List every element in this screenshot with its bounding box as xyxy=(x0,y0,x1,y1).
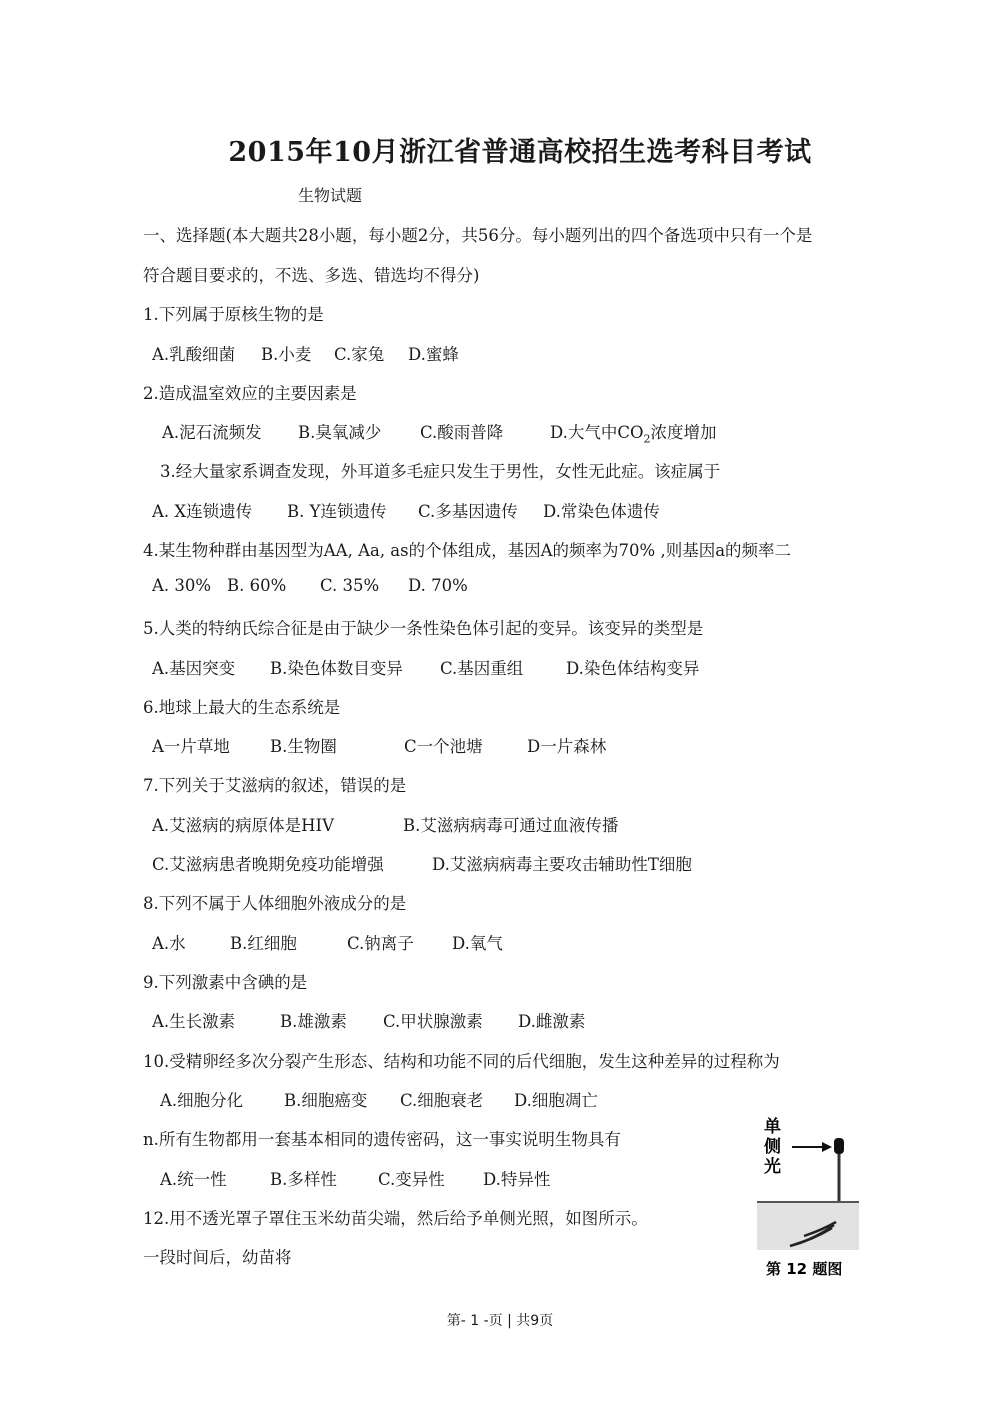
q12-figure xyxy=(752,1112,862,1282)
q3-option-a: A. X连锁遗传 xyxy=(152,502,253,521)
q7-option-b: B.艾滋病病毒可通过血液传播 xyxy=(403,816,619,835)
q9-stem: 9.下列激素中含碘的是 xyxy=(143,973,308,992)
q10-option-d: D.细胞凋亡 xyxy=(514,1091,598,1110)
q3-option-c: C.多基因遗传 xyxy=(418,502,518,521)
q6-option-a: A一片草地 xyxy=(152,737,230,756)
q9-option-d: D.雌激素 xyxy=(518,1012,586,1031)
figure-label-char-3: 光 xyxy=(764,1157,781,1177)
section-instructions-line2: 符合题目要求的，不选、多选、错选均不得分) xyxy=(143,266,480,285)
q5-option-d: D.染色体结构变异 xyxy=(566,659,700,678)
q12-stem: 12.用不透光罩子罩住玉米幼苗尖端，然后给予单侧光照，如图所示。 xyxy=(143,1209,648,1228)
q4-option-b: B. 60% xyxy=(227,576,287,595)
q4-option-c: C. 35% xyxy=(320,576,380,595)
q11-option-b: B.多样性 xyxy=(270,1170,337,1189)
q6-option-b: B.生物圈 xyxy=(270,737,337,756)
q1-option-d: D.蜜蜂 xyxy=(408,345,459,364)
q7-stem: 7.下列关于艾滋病的叙述，错误的是 xyxy=(143,776,407,795)
q5-option-a: A.基因突变 xyxy=(152,659,236,678)
q2-stem: 2.造成温室效应的主要因素是 xyxy=(143,384,357,403)
q8-option-a: A.水 xyxy=(152,934,186,953)
q9-option-c: C.甲状腺激素 xyxy=(383,1012,483,1031)
q2-option-a: A.泥石流频发 xyxy=(162,423,262,442)
q8-option-b: B.红细胞 xyxy=(230,934,297,953)
figure-caption: 第 12 题图 xyxy=(766,1260,843,1278)
figure-label-char-1: 单 xyxy=(764,1117,781,1137)
q3-stem: 3.经大量家系调查发现，外耳道多毛症只发生于男性，女性无此症。该症属于 xyxy=(160,462,721,481)
exam-title: 2015年10月浙江省普通高校招生选考科目考试 xyxy=(228,137,812,168)
q12-stem-continued: 一段时间后，幼苗将 xyxy=(143,1248,292,1267)
q2-option-d xyxy=(550,419,717,445)
q7-option-d: D.艾滋病病毒主要攻击辅助性T细胞 xyxy=(432,855,692,874)
soil-icon xyxy=(757,1202,859,1250)
q2-option-d-sub: 2 xyxy=(643,432,651,446)
q2-option-d-post: 浓度增加 xyxy=(650,423,717,442)
q11-option-a: A.统一性 xyxy=(160,1170,227,1189)
q9-option-a: A.生长激素 xyxy=(152,1012,236,1031)
q1-stem: 1.下列属于原核生物的是 xyxy=(143,305,324,324)
seedling-illustration xyxy=(752,1112,862,1282)
q7-option-a: A.艾滋病的病原体是HIV xyxy=(152,816,334,835)
q11-stem: n.所有生物都用一套基本相同的遗传密码，这一事实说明生物具有 xyxy=(143,1130,621,1149)
q4-option-a: A. 30% xyxy=(152,576,212,595)
q10-option-b: B.细胞癌变 xyxy=(284,1091,368,1110)
q6-option-d: D一片森林 xyxy=(527,737,607,756)
q8-option-c: C.钠离子 xyxy=(347,934,414,953)
q7-option-c: C.艾滋病患者晚期免疫功能增强 xyxy=(152,855,384,874)
q2-option-d-pre: D.大气中CO xyxy=(550,423,644,442)
light-arrow-icon xyxy=(792,1142,832,1152)
q10-stem: 10.受精卵经多次分裂产生形态、结构和功能不同的后代细胞，发生这种差异的过程称为 xyxy=(143,1052,780,1071)
q1-option-b: B.小麦 xyxy=(261,345,312,364)
q4-option-d: D. 70% xyxy=(408,576,468,595)
exam-subtitle: 生物试题 xyxy=(298,186,363,205)
q10-option-c: C.细胞衰老 xyxy=(400,1091,484,1110)
q1-option-c: C.家兔 xyxy=(334,345,385,364)
figure-label-char-2: 侧 xyxy=(764,1137,781,1157)
q6-stem: 6.地球上最大的生态系统是 xyxy=(143,698,341,717)
q10-option-a: A.细胞分化 xyxy=(160,1091,244,1110)
q2-option-b: B.臭氧减少 xyxy=(298,423,382,442)
page-footer: 第- 1 -页 | 共9页 xyxy=(446,1313,554,1329)
q5-option-b: B.染色体数目变异 xyxy=(270,659,403,678)
q3-option-b: B. Y连锁遗传 xyxy=(287,502,387,521)
q5-stem: 5.人类的特纳氏综合征是由于缺少一条性染色体引起的变异。该变异的类型是 xyxy=(143,619,704,638)
q3-option-d: D.常染色体遗传 xyxy=(543,502,660,521)
q8-option-d: D.氧气 xyxy=(452,934,503,953)
q4-stem: 4.某生物种群由基因型为AA, Aa, as的个体组成，基因A的频率为70% ,则基因a的频率二 xyxy=(143,541,792,560)
q2-option-c: C.酸雨普降 xyxy=(420,423,504,442)
q6-option-c: C一个池塘 xyxy=(404,737,483,756)
q9-option-b: B.雄激素 xyxy=(280,1012,347,1031)
q11-option-c: C.变异性 xyxy=(378,1170,445,1189)
section-instructions-line1: 一、选择题(本大题共28小题，每小题2分，共56分。每小题列出的四个备选项中只有一个是 xyxy=(143,226,813,245)
q5-option-c: C.基因重组 xyxy=(440,659,524,678)
q11-option-d: D.特异性 xyxy=(483,1170,551,1189)
q1-option-a: A.乳酸细菌 xyxy=(152,345,236,364)
q8-stem: 8.下列不属于人体细胞外液成分的是 xyxy=(143,894,407,913)
